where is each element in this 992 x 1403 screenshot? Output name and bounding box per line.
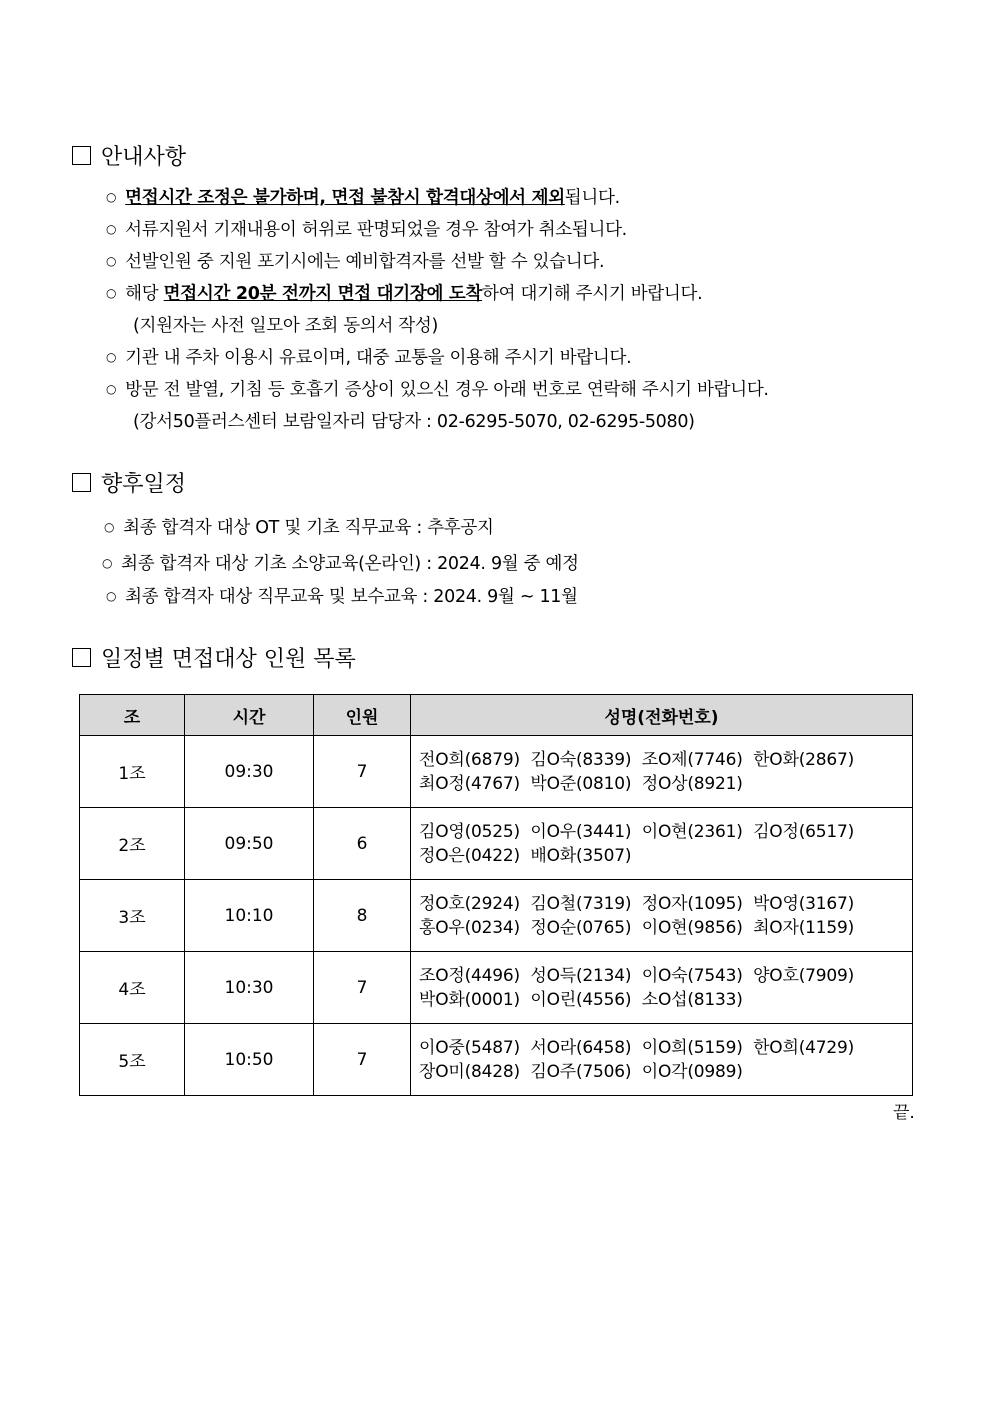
bullet-icon: ○ (106, 286, 117, 300)
names-line: 장O미(8428) 김O주(7506) 이O각(0989) (419, 1061, 743, 1082)
text: 됩니다. (564, 188, 620, 208)
notice-item (106, 248, 604, 273)
group-cell: 5조 (80, 1024, 185, 1096)
text: 최종 합격자 대상 OT 및 기초 직무교육 : 추후공지 (123, 518, 494, 538)
heading-text: 안내사항 (101, 145, 187, 170)
text: 서류지원서 기재내용이 허위로 판명되었을 경우 참여가 취소됩니다. (125, 220, 627, 240)
group-cell: 1조 (80, 736, 185, 808)
schedule-item (102, 550, 579, 575)
notice-item (106, 344, 631, 369)
names-line: 정O은(0422) 배O화(3507) (419, 845, 632, 866)
time-cell: 09:50 (185, 808, 314, 880)
names-cell (411, 880, 913, 952)
notice-item (106, 184, 620, 209)
emphasis-text: 면접시간 20분 전까지 면접 대기장에 도착 (163, 284, 483, 304)
header-time: 시간 (185, 695, 314, 736)
notice-item (106, 280, 702, 305)
text: 최종 합격자 대상 직무교육 및 보수교육 : 2024. 9월 ~ 11월 (125, 587, 578, 607)
text: 해당 (125, 284, 164, 304)
names-line: 박O화(0001) 이O린(4556) 소O섭(8133) (419, 989, 743, 1010)
names-cell (411, 952, 913, 1024)
header-group: 조 (80, 695, 185, 736)
bullet-icon: ○ (106, 222, 117, 236)
table-row (80, 1024, 913, 1096)
time-cell: 10:10 (185, 880, 314, 952)
header-names: 성명(전화번호) (411, 695, 913, 736)
table-row (80, 880, 913, 952)
time-cell: 10:30 (185, 952, 314, 1024)
names-line: 최O정(4767) 박O준(0810) 정O상(8921) (419, 773, 743, 794)
names-cell (411, 808, 913, 880)
group-cell: 4조 (80, 952, 185, 1024)
group-cell: 3조 (80, 880, 185, 952)
section-heading-list (72, 642, 356, 673)
notice-subtext: (지원자는 사전 일모아 조회 동의서 작성) (133, 316, 439, 336)
names-line: 전O희(6879) 김O숙(8339) 조O제(7746) 한O화(2867) (419, 749, 855, 770)
section-heading-schedule (72, 467, 186, 498)
bullet-icon: ○ (106, 190, 117, 204)
text: 기관 내 주차 이용시 유료이며, 대중 교통을 이용해 주시기 바랍니다. (125, 348, 632, 368)
heading-text: 향후일정 (101, 472, 187, 497)
checkbox-square-icon (72, 473, 91, 492)
time-cell: 09:30 (185, 736, 314, 808)
names-line: 김O영(0525) 이O우(3441) 이O현(2361) 김O정(6517) (419, 821, 855, 842)
interview-schedule-table (79, 694, 913, 1096)
section-heading-notice (72, 140, 186, 171)
count-cell: 6 (314, 808, 411, 880)
names-line: 조O정(4496) 성O득(2134) 이O숙(7543) 양O호(7909) (419, 965, 855, 986)
group-cell: 2조 (80, 808, 185, 880)
names-cell (411, 1024, 913, 1096)
text: 선발인원 중 지원 포기시에는 예비합격자를 선발 할 수 있습니다. (125, 252, 605, 272)
notice-item (106, 376, 769, 401)
bullet-icon: ○ (106, 589, 117, 603)
names-line: 홍O우(0234) 정O순(0765) 이O현(9856) 최O자(1159) (419, 917, 855, 938)
bullet-icon: ○ (106, 254, 117, 268)
schedule-item (104, 514, 494, 539)
text: 최종 합격자 대상 기초 소양교육(온라인) : 2024. 9월 중 예정 (121, 554, 579, 574)
table-header-row (80, 695, 913, 736)
bullet-icon: ○ (102, 556, 113, 570)
count-cell: 8 (314, 880, 411, 952)
emphasis-text: 면접시간 조정은 불가하며, 면접 불참시 합격대상에서 제외 (125, 188, 565, 208)
names-cell (411, 736, 913, 808)
header-count: 인원 (314, 695, 411, 736)
text: 방문 전 발열, 기침 등 호흡기 증상이 있으신 경우 아래 번호로 연락해 주시기 바랍니다. (125, 380, 769, 400)
time-cell: 10:50 (185, 1024, 314, 1096)
count-cell: 7 (314, 1024, 411, 1096)
count-cell: 7 (314, 736, 411, 808)
bullet-icon: ○ (106, 350, 117, 364)
schedule-item (106, 583, 578, 608)
end-mark: 끝. (893, 1103, 915, 1123)
names-line: 정O호(2924) 김O철(7319) 정O자(1095) 박O영(3167) (419, 893, 855, 914)
names-line: 이O중(5487) 서O라(6458) 이O희(5159) 한O희(4729) (419, 1037, 855, 1058)
table-row (80, 808, 913, 880)
notice-item (106, 216, 627, 241)
checkbox-square-icon (72, 146, 91, 165)
contact-info: (강서50플러스센터 보람일자리 담당자 : 02-6295-5070, 02-6295-5080) (133, 412, 695, 432)
table-row (80, 952, 913, 1024)
bullet-icon: ○ (106, 382, 117, 396)
count-cell: 7 (314, 952, 411, 1024)
heading-text: 일정별 면접대상 인원 목록 (101, 647, 356, 672)
bullet-icon: ○ (104, 520, 115, 534)
text: 하여 대기해 주시기 바랍니다. (482, 284, 703, 304)
table-row (80, 736, 913, 808)
checkbox-square-icon (72, 648, 91, 667)
